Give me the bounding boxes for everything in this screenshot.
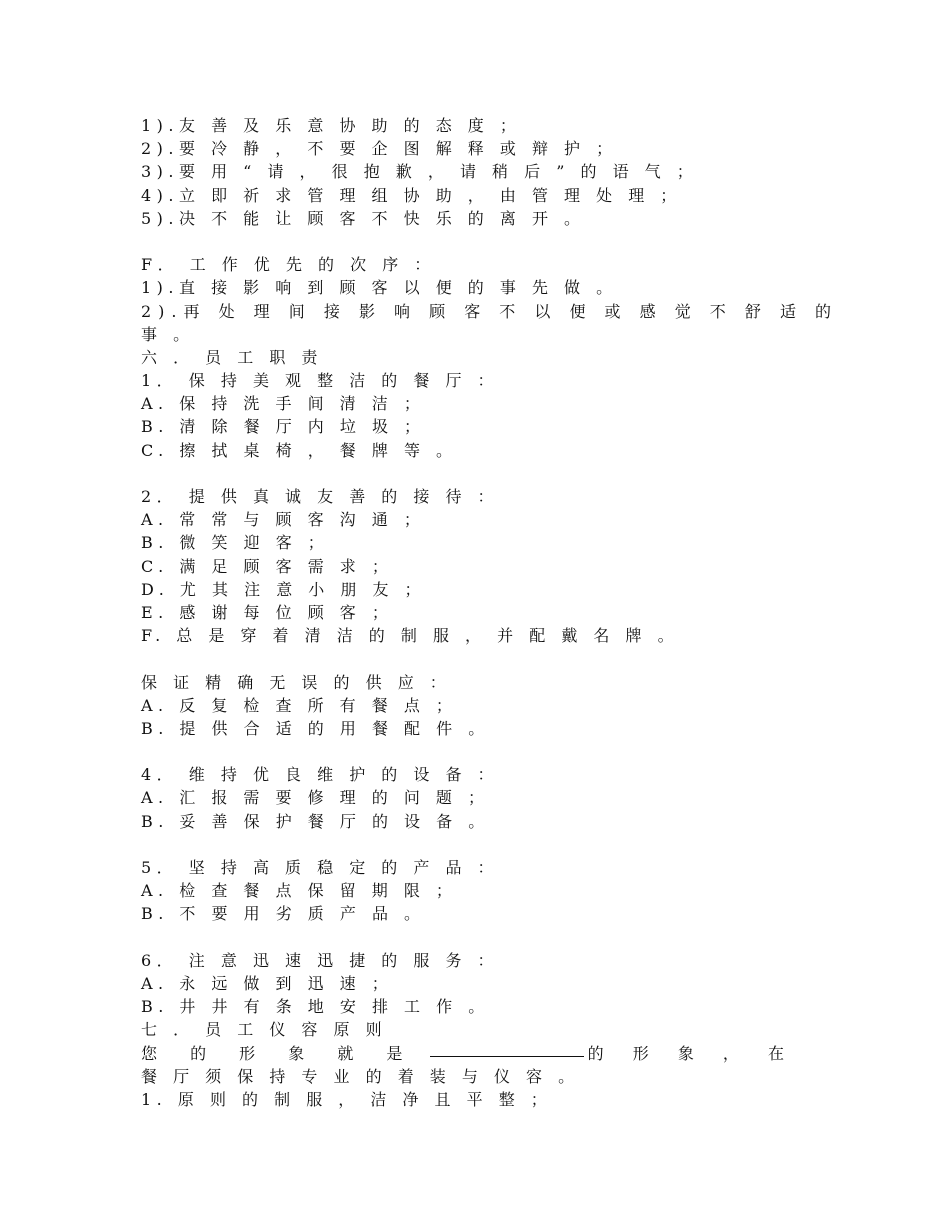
list-item: F. 总 是 穿 着 清 洁 的 制 服 ， 并 配 戴 名 牌 。 [141,626,680,646]
spacer [141,740,809,763]
duty-6 [141,949,809,1019]
spacer [141,926,809,949]
list-item: A. 反 复 检 查 所 有 餐 点 ； [141,695,458,715]
duty-1 [141,369,809,462]
spacer [141,462,809,485]
spacer [141,230,809,253]
spacer [141,833,809,856]
section-heading: 六 ． 员 工 职 责 [141,347,323,367]
list-item: 5).决 不 能 让 顾 客 不 快 乐 的 离 开 。 [141,208,586,228]
complaint-handling-list [141,114,809,230]
duty-5 [141,856,809,926]
list-item: 2).要 冷 静 ， 不 要 企 图 解 释 或 辩 护 ； [141,139,618,159]
list-item: 1).直 接 影 响 到 顾 客 以 便 的 事 先 做 。 [141,278,618,298]
image-statement-line [141,1042,796,1065]
image-statement-start: 您 的 形 象 就 是 [141,1043,417,1063]
list-item: B. 妥 善 保 护 餐 厅 的 设 备 。 [141,811,490,831]
list-item: B. 清 除 餐 厅 内 垃 圾 ； [141,417,426,437]
list-item: 2).再 处 理 间 接 影 响 顾 客 不 以 便 或 感 觉 不 舒 适 的 [141,301,839,321]
rule-item: 1. 原 则 的 制 服 ， 洁 净 且 平 整 ； [141,1089,553,1109]
duty-4 [141,763,809,833]
list-item-continuation: 事 。 [141,324,195,344]
list-item: A. 永 远 做 到 迅 速 ； [141,973,394,993]
section-heading: 七 ． 员 工 仪 容 原 则 [141,1020,388,1040]
list-item: A. 汇 报 需 要 修 理 的 问 题 ； [141,788,490,808]
document-page [141,114,839,1111]
list-item: A. 检 查 餐 点 保 留 期 限 ； [141,881,458,901]
list-item: B. 提 供 合 适 的 用 餐 配 件 。 [141,718,490,738]
image-statement-end: 的 形 象 ， 在 [587,1043,796,1063]
fill-in-blank [430,1042,583,1057]
duty-heading: 4． 维 持 优 良 维 护 的 设 备 ： [141,765,500,785]
list-item: 4).立 即 祈 求 管 理 组 协 助 ， 由 管 理 处 理 ； [141,185,682,205]
section-heading: F． 工 作 优 先 的 次 序 ： [141,255,436,275]
list-item: D. 尤 其 注 意 小 朋 友 ； [141,579,427,599]
list-item: C. 满 足 顾 客 需 求 ； [141,556,394,576]
duty-heading: 1． 保 持 美 观 整 洁 的 餐 厅 ： [141,371,500,391]
duty-heading: 2． 提 供 真 诚 友 善 的 接 待 ： [141,487,500,506]
duty-heading: 6． 注 意 迅 速 迅 捷 的 服 务 ： [141,950,500,970]
list-item: B. 不 要 用 劣 质 产 品 。 [141,904,426,924]
list-item: A. 常 常 与 顾 客 沟 通 ； [141,510,426,530]
duty-2 [141,485,809,647]
list-item: B. 微 笑 迎 客 ； [141,533,330,553]
duty-heading: 保 证 精 确 无 误 的 供 应 ： [141,672,452,692]
list-item: C. 擦 拭 桌 椅 ， 餐 牌 等 。 [141,440,458,460]
spacer [141,647,809,670]
list-item: E. 感 谢 每 位 顾 客 ； [141,602,394,622]
list-item: 3).要 用 “ 请 ， 很 抱 歉 ， 请 稍 后 ” 的 语 气 ； [141,162,699,182]
image-statement-continuation: 餐 厅 须 保 持 专 业 的 着 装 与 仪 容 。 [141,1066,580,1086]
duty-3 [141,671,809,741]
list-item: 1).友 善 及 乐 意 协 助 的 态 度 ； [141,116,522,135]
list-item: A. 保 持 洗 手 间 清 洁 ； [141,394,426,414]
list-item: B. 井 井 有 条 地 安 排 工 作 。 [141,997,490,1017]
duty-heading: 5． 坚 持 高 质 稳 定 的 产 品 ： [141,858,500,877]
section-7 [141,1018,809,1111]
work-priority-section [141,253,839,346]
